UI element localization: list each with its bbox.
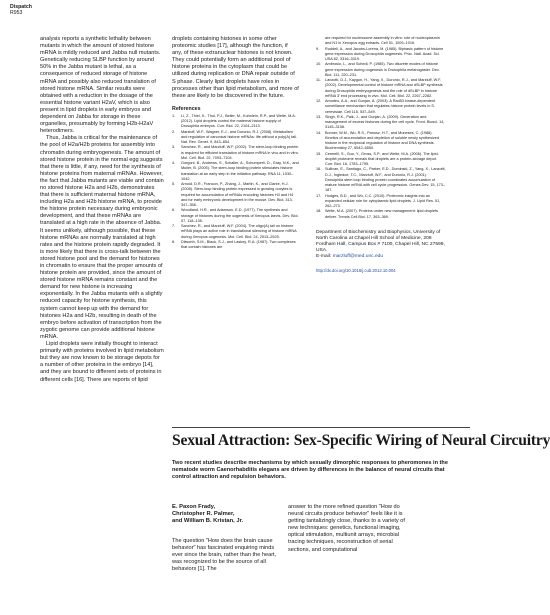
reference-number: 7. [172,224,176,229]
reference-item [316,115,446,131]
reference-item [316,99,446,115]
paragraph: analysis reports a synthetic lethality between mutants in which the amount of stored histone mRNA is mildly reduced and Jabba null mutants. Genetically reducing SLBP function by around 50% in the Jabba mutant is lethal, as a consequence of reduced storage of histone mRNA and possibly also reduced translation of stored histone mRNA. Similar results were obtained with a reduction in the dosage of the essential histone variant H2aV, which is also present in lipid droplets in early embryos and dependent on Jabba for storage in these organelles, presumably by forming H2b-H2aV heterodimers. [40,36,161,135]
reference-item [172,145,299,161]
reference-item [316,194,446,210]
reference-text: Sanchez, R., and Marzluff, W.F. (2002). The stem-loop binding protein is required for efficient translation of histone mRNA in vivo and in vitro. Mol. Cell. Biol. 22, 7093–7104. [181,145,299,160]
left-column [40,36,164,384]
page-number: R953 [10,10,23,17]
reference-number: 14. [316,130,322,135]
reference-item [316,167,446,193]
author-name: E. Paxon Frady, [172,504,216,510]
reference-number: 10. [316,62,322,67]
reference-text: Amodeo, A.A., and Gunjan, A. (2003). A Rad53 kinase-dependent surveillance mechanism that regulates histone protein levels in S. cerevisiae. Cell 115, 537–549. [325,99,436,114]
reference-item [172,130,299,146]
email-link[interactable]: marzluff@med.unc.edu [332,254,384,260]
reference-number: 4. [172,161,176,166]
reference-item [172,240,299,251]
article-body-left [172,538,284,573]
running-head [10,4,32,16]
reference-item [172,161,299,182]
paragraph: Lipid droplets were initially thought to interact primarily with proteins involved in lipid metabolism but they are now known to be storage depots for a number of other proteins in the embryo [14], and they are bound to different sets of proteins in different cells [16]. There are reports of lipid [40,341,164,383]
reference-number: 3. [172,145,176,150]
reference-text: Woodland, H.R., and Adamson, E.D. (1977). The synthesis and storage of histones during the oogenesis of Xenopus laevis. Dev. Biol. 57, 118–135. [181,208,299,223]
article-divider [172,427,470,428]
author-name: and William B. Kristan, Jr. [172,518,244,525]
article-title: Sexual Attraction: Sex-Specific Wiring of Neural Circuitry [172,432,550,449]
reference-text: Sanchez, R., and Marzluff, W.F. (2004). The oligo(A) tail on histone mRNA plays an active role in translational silencing of histone mRNA during Xenopus oogenesis. Mol. Cell. Biol. 24, 2513–2525. [181,224,297,239]
article-body-right [288,504,406,554]
reference-item [172,208,299,224]
reference-item [316,78,446,99]
reference-text: are required for nucleosome assembly in vitro: role of nucleoplasmin and N1 in Xenopus egg extracts. Cell 51, 1009–1016. [325,36,440,46]
reference-text: Li, Z., Thiel, K., Thul, P.J., Beller, M., Kuhnlein, R.P., and Welte, M.A. (2012). Lipid droplets control the maternal histone supply of Drosophila embryos. Curr. Biol. 22, 2104–2113. [181,113,296,129]
reference-number: 13. [316,114,322,119]
author-affiliation [316,230,446,260]
reference-text: Welte, M.A. (2007). Proteins under new management: lipid droplets deliver. Trends Cell Biol. 17, 363–369. [325,209,439,219]
reference-item [172,224,299,240]
reference-text: Ambrosio, L., and Schedl, P. (1985). Two discrete modes of histone gene expression during oogenesis in Drosophila melanogaster. Dev. Biol. 111, 220–231. [325,62,440,77]
article-abstract: Two recent studies describe mechanisms by which sexually dimorphic responses to pheromones in the nematode worm Caenorhabditis elegans are driven by differences in the balance of neural circuits that control attraction and repulsion behaviors. [172,460,448,481]
reference-item [316,209,446,220]
reference-number: 6. [172,208,176,213]
section-label: Dispatch [10,4,32,10]
reference-number: 18. [316,209,322,214]
reference-number: 1. [172,113,176,118]
reference-text: Hodges, B.D., and Wu, C.C. (2010). Proteomic insights into an expanded cellular role for cytoplasmic lipid droplets. J. Lipid Res. 51, 262–273. [325,193,441,208]
reference-number: 15. [316,151,322,156]
reference-item [316,36,446,47]
reference-item [316,131,446,152]
author-name: Christopher R. Palmer, [172,511,235,518]
email-label: E-mail: [316,254,332,260]
reference-list [172,114,299,251]
reference-number: 2. [172,129,176,134]
reference-number: 11. [316,78,321,82]
reference-text: Gorgoni, B., Andrews, S., Schaller, A., Schumperli, D., Gray, N.K., and Muller, B. (2005). The stem-loop binding protein stimulates histone translation at an early step in the initiation pathway. RNA 11, 1030–1042. [181,161,299,181]
reference-list [316,36,446,220]
reference-text: Ruddell, A., and Jacobs-Lorena, M. (1985). Biphasic pattern of histone gene expression during Drosophila oogenesis. Proc. Natl. Acad. Sci. USA 82, 3316–3319. [325,46,444,61]
reference-item [316,62,446,78]
reference-text: Marzluff, W.F., Wagner, E.J., and Duronio, R.J. (2008). Metabolism and regulation of canonical histone mRNAs: life without a poly(A) tail. Nat. Rev. Genet. 9, 843–854. [181,129,298,145]
reference-number: 12. [316,99,322,103]
reference-number: 17. [316,193,322,198]
reference-text: Lanzotti, D.J., Kaygun, H., Yang, X., Duronio, R.J., and Marzluff, W.F. (2002). Developmental control of histone mRNA and dSLBP synthesis during Drosophila embryogenesis and the role of dSLBP in histone mRNA 3' end processing in vivo. Mol. Cell. Biol. 22, 2267–2282. [325,78,443,98]
reference-number: 5. [172,182,176,187]
reference-text: Arnold, D.R., Francon, P., Zhang, J., Martin, K., and Clarke, H.J. (2008). Stem-loop binding protein expressed in growing oocytes is required for accumulation of mRNAs encoding histones H3 and H4 and for early embryonic development in the mouse. Dev. Biol. 313, 347–358. [181,182,294,208]
references-heading: References [172,105,201,112]
reference-item [316,152,446,168]
author-list [172,504,282,526]
reference-text: Sullivan, E., Santiago, C., Parker, E.D., Dominski, Z., Yang, X., Lanzotti, D.J., Ingledue, T.C., Marzluff, W.F., and Duronio, R.J. (2001). Drosophila stem loop binding protein coordinates accumulation of mature histone mRNA with cell cycle progression. Genes Dev. 15, 173–187. [325,167,446,193]
reference-number: 9. [316,46,320,51]
reference-number: 8. [172,239,176,244]
right-column [316,36,446,274]
reference-item [172,114,299,130]
reference-item [172,182,299,208]
reference-text: Dilworth, S.M., Black, S.J., and Laskey, R.A. (1987). Two complexes that contain histones are [181,239,296,250]
reference-text: Cermelli, S., Guo, Y., Gross, S.P., and Welte, M.A. (2006). The lipid-droplet proteome reveals that droplets are a protein-storage depot. Curr. Biol. 16, 1783–1795. [325,151,439,166]
reference-number: 16. [316,167,322,172]
doi-link[interactable]: http://dx.doi.org/10.1016/j.cub.2012.10.004 [316,268,396,274]
reference-text: Bonner, W.M., Wu, R.S., Panusz, H.T., and Muneses, C. (1988). Kinetics of accumulation and depletion of soluble newly synthesized histone in the reciprocal regulation of histone and DNA synthesis. Biochemistry 27, 6542–6550. [325,130,439,151]
middle-column [172,36,299,250]
paragraph: answer to the more refined question "How do neural circuits produce behavior" feels like it is getting tantalizingly close, thanks to a variety of new techniques: genetics, functional imaging, optical stimulation, multiunit arrays, microbial tracing techniques, reconstruction of serial sections, and computational [288,504,405,553]
paragraph: Thus, Jabba is critical for the maintenance of the pool of H2a/H2b proteins for assembly into chromatin during embryogenesis. The amount of stored histone protein in the normal egg suggests that there is little, if any, need for the synthesis of histone proteins from maternal mRNAs. However, the fact that Jabba mutants are viable and contain no stored histone H2a and H2b, demonstrates that there is sufficient maternal histone mRNA, including H2a and H2b histone mRNA, to provide the histone protein necessary during embryonic development, and that these mRNAs are translated at a high rate in the absence of Jabba. It seems unlikely, although possible, that these histone mRNAs are normally translated at high rates and the histone protein rapidly degraded. It is more likely that there is cross-talk between the stored histone pool and the demand for histones in chromatin to ensure that the proper amounts of histone protein are provided, since the amount of stored histone mRNA remains constant and the demand for new histone is increasing exponentially. In the Jabba mutants with a slightly reduced capacity for histone synthesis, this system cannot keep up with the demand for histones H2a and H2b, resulting in death of the embryo before activation of transcription from the zygotic genome can provide additional histone mRNA. [40,135,164,340]
reference-item [316,47,446,63]
affiliation-text: Department of Biochemistry and Biophysics, University of North Carolina at Chapel Hill School of Medicine, 208 Fordham Hall, Campus Box # 7100, Chapel Hill, NC 27599, USA. [316,229,445,254]
paragraph: droplets containing histones in some other proteomic studies [17], although the function, if any, of these extranuclear histones is not known. They could potentially form an additional pool of histone proteins in the cytoplasm that could be utilized during replication or DNA repair outside of S phase. Clearly lipid droplets have roles in processes other than lipid metabolism, and more of these are likely to be discovered in the future. [172,36,299,99]
paragraph: The question "How does the brain cause behavior" has fascinated enquiring minds ever since the brain, rather than the heart, was recognized to be the source of all behaviors [1]. The [172,538,277,573]
reference-text: Singh, R.K., Paik, J., and Gunjan, A. (2009). Generation and management of excess histones during the cell cycle. Front. Biosci. 14, 3145–3158. [325,114,445,130]
